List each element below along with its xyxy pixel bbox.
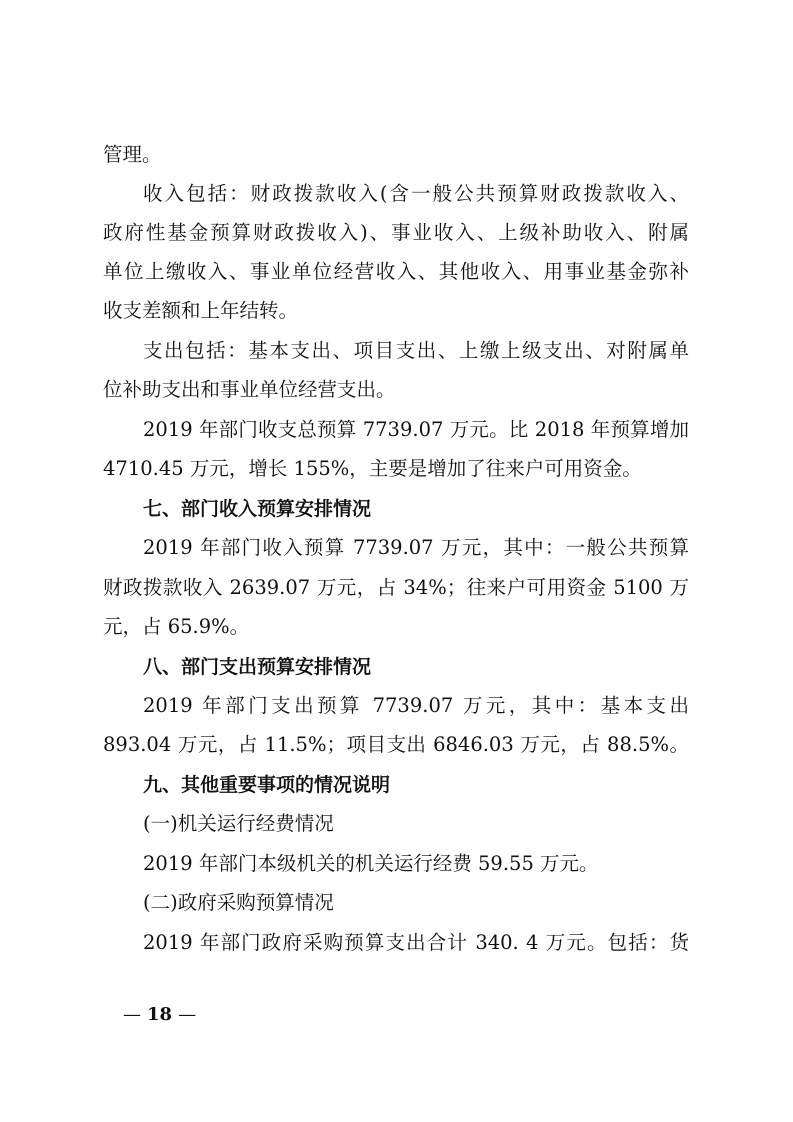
- footer-dash-right: —: [178, 1004, 197, 1025]
- page-number: 18: [147, 1004, 173, 1025]
- text-line: 收入包括：财政拨款收入(含一般公共预算财政拨款收入、: [143, 182, 689, 205]
- text-line: 位补助支出和事业单位经营支出。: [103, 378, 396, 401]
- text-line: 元，占 65.9%。: [103, 615, 250, 638]
- text-line: 893.04 万元，占 11.5%；项目支出 6846.03 万元，占 88.5%。: [103, 733, 689, 756]
- text-line: 支出包括：基本支出、项目支出、上缴上级支出、对附属单: [143, 339, 689, 362]
- text-line: 2019 年部门本级机关的机关运行经费 59.55 万元。: [143, 852, 599, 875]
- text-line: 财政拨款收入 2639.07 万元，占 34%；往来户可用资金 5100 万: [103, 576, 689, 599]
- text-line: 政府性基金预算财政拨收入)、事业收入、上级补助收入、附属: [103, 221, 689, 244]
- text-line: 单位上缴收入、事业单位经营收入、其他收入、用事业基金弥补: [103, 260, 689, 283]
- text-line: 管理。: [103, 143, 162, 166]
- text-line: 4710.45 万元，增长 155%，主要是增加了往来户可用资金。: [103, 457, 642, 480]
- section-heading: 九、其他重要事项的情况说明: [143, 774, 391, 796]
- section-heading: 七、部门收入预算安排情况: [143, 498, 372, 520]
- text-line: 收支差额和上年结转。: [103, 299, 299, 322]
- text-line: 2019 年部门政府采购预算支出合计 340. 4 万元。包括：货: [143, 931, 689, 954]
- text-line: 2019 年部门收入预算 7739.07 万元，其中：一般公共预算: [143, 536, 689, 559]
- page-footer: [123, 1003, 196, 1027]
- section-heading: 八、部门支出预算安排情况: [143, 656, 372, 678]
- subsection-heading: (二)政府采购预算情况: [143, 891, 334, 914]
- footer-dash-left: —: [123, 1004, 141, 1025]
- subsection-heading: (一)机关运行经费情况: [143, 812, 334, 835]
- text-line: 2019 年部门支出预算 7739.07 万元，其中：基本支出: [143, 694, 689, 717]
- text-line: 2019 年部门收支总预算 7739.07 万元。比 2018 年预算增加: [143, 418, 689, 441]
